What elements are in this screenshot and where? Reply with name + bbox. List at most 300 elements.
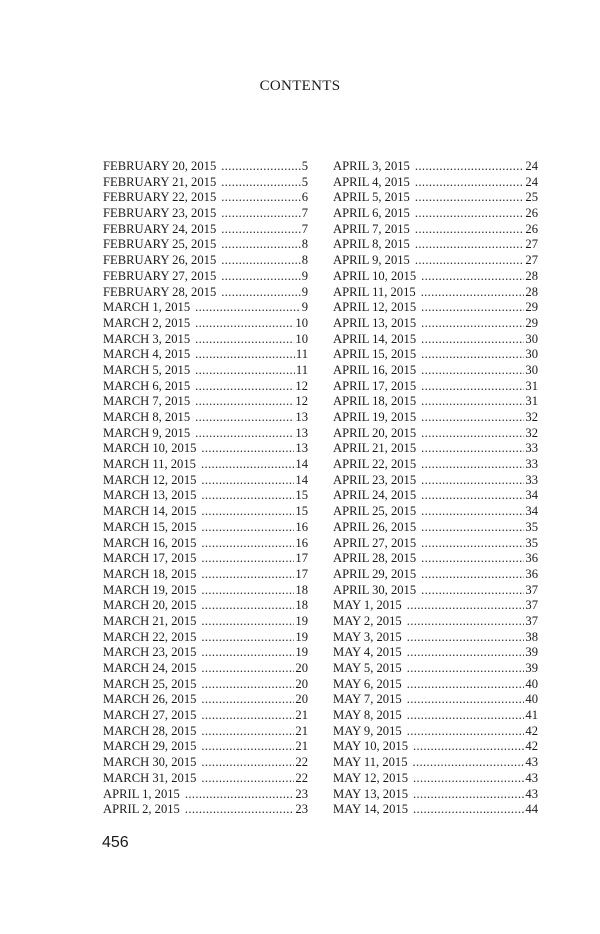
dot-leader: [407, 598, 525, 614]
dot-leader: [201, 677, 294, 693]
toc-entry-date: FEBRUARY 28, 2015: [103, 284, 217, 299]
dot-leader: [201, 504, 294, 520]
toc-entry-page: 25: [525, 190, 538, 205]
dot-leader: [421, 394, 524, 410]
toc-entry[interactable]: [103, 661, 308, 677]
toc-entry[interactable]: [333, 190, 538, 206]
toc-entry-page: 8: [301, 237, 308, 252]
toc-entry[interactable]: [103, 692, 308, 708]
toc-entry[interactable]: [333, 739, 538, 755]
dot-leader: [407, 692, 525, 708]
toc-entry-date: FEBRUARY 26, 2015: [103, 253, 217, 268]
toc-entry-date: APRIL 25, 2015: [333, 504, 417, 519]
toc-entry[interactable]: [103, 551, 308, 567]
toc-entry[interactable]: [333, 269, 538, 285]
toc-entry-page: 17: [295, 551, 308, 566]
toc-entry-date: APRIL 15, 2015: [333, 347, 417, 362]
toc-entry-page: 31: [525, 378, 538, 393]
dot-leader: [421, 285, 525, 301]
toc-entry-date: MARCH 26, 2015: [103, 692, 197, 707]
dot-leader: [195, 379, 294, 395]
toc-entry-date: MARCH 16, 2015: [103, 535, 197, 550]
toc-entry-page: 40: [525, 692, 538, 707]
dot-leader: [421, 536, 524, 552]
toc-entry[interactable]: [103, 426, 308, 442]
dot-leader: [421, 520, 524, 536]
dot-leader: [201, 520, 294, 536]
dot-leader: [415, 159, 525, 175]
toc-entry[interactable]: [333, 771, 538, 787]
toc-entry-page: 29: [525, 315, 538, 330]
toc-entry-page: 18: [295, 598, 308, 613]
toc-entry[interactable]: [103, 802, 308, 818]
toc-entry-page: 14: [295, 472, 308, 487]
toc-entry-date: APRIL 1, 2015: [103, 786, 180, 801]
toc-entry-date: APRIL 26, 2015: [333, 519, 417, 534]
toc-entry-page: 27: [525, 237, 538, 252]
dot-leader: [415, 190, 525, 206]
toc-entry[interactable]: [103, 300, 308, 316]
dot-leader: [221, 190, 300, 206]
toc-entry-page: 19: [295, 629, 308, 644]
toc-entry[interactable]: [103, 175, 308, 191]
toc-entry[interactable]: [333, 567, 538, 583]
toc-entry-page: 37: [525, 582, 538, 597]
page-number: 456: [102, 834, 129, 851]
toc-entry[interactable]: [333, 755, 538, 771]
toc-entry-date: MARCH 2, 2015: [103, 315, 191, 330]
toc-entry-page: 20: [295, 692, 308, 707]
toc-entry-page: 34: [525, 504, 538, 519]
toc-entry[interactable]: [333, 802, 538, 818]
toc-entry-page: 41: [525, 708, 538, 723]
toc-entry-date: APRIL 9, 2015: [333, 253, 410, 268]
toc-entry-date: FEBRUARY 23, 2015: [103, 206, 217, 221]
toc-entry-date: APRIL 6, 2015: [333, 206, 410, 221]
dot-leader: [201, 567, 294, 583]
toc-entry-date: MARCH 21, 2015: [103, 613, 197, 628]
toc-entry[interactable]: [333, 520, 538, 536]
dot-leader: [415, 175, 525, 191]
toc-entry-page: 33: [525, 457, 538, 472]
toc-entry[interactable]: [103, 332, 308, 348]
toc-entry-page: 28: [525, 268, 538, 283]
toc-entry-date: MAY 11, 2015: [333, 755, 408, 770]
toc-entry-page: 8: [301, 253, 308, 268]
toc-entry[interactable]: [333, 316, 538, 332]
toc-entry[interactable]: [103, 363, 308, 379]
toc-entry-page: 22: [295, 755, 308, 770]
dot-leader: [195, 316, 294, 332]
toc-entry[interactable]: [103, 708, 308, 724]
toc-entry[interactable]: [103, 316, 308, 332]
toc-entry[interactable]: [333, 551, 538, 567]
toc-entry-date: MARCH 8, 2015: [103, 410, 191, 424]
toc-entry[interactable]: [103, 190, 308, 206]
toc-entry-page: 6: [301, 190, 308, 205]
toc-entry-date: MARCH 22, 2015: [103, 629, 197, 644]
toc-entry-page: 43: [525, 755, 538, 770]
dot-leader: [421, 410, 524, 426]
toc-entry-page: 39: [525, 661, 538, 675]
toc-entry[interactable]: [333, 583, 538, 599]
dot-leader: [415, 253, 525, 269]
dot-leader: [185, 787, 295, 803]
toc-entry[interactable]: [333, 222, 538, 238]
toc-entry[interactable]: [333, 441, 538, 457]
toc-entry[interactable]: [333, 598, 538, 614]
toc-entry-page: 5: [301, 174, 308, 189]
toc-entry[interactable]: [103, 739, 308, 755]
toc-entry-page: 26: [525, 221, 538, 236]
toc-entry-date: MAY 10, 2015: [333, 739, 408, 754]
dot-leader: [195, 410, 294, 426]
toc-entry[interactable]: [103, 379, 308, 395]
toc-entry[interactable]: [333, 504, 538, 520]
toc-entry-date: FEBRUARY 20, 2015: [103, 159, 217, 173]
toc-entry-page: 23: [295, 802, 308, 817]
toc-entry[interactable]: [333, 253, 538, 269]
toc-entry-page: 5: [301, 159, 308, 173]
dot-leader: [201, 645, 294, 661]
toc-entry-date: MARCH 5, 2015: [103, 362, 191, 377]
toc-entry[interactable]: [103, 724, 308, 740]
dot-leader: [415, 206, 525, 222]
dot-leader: [421, 504, 524, 520]
toc-entry[interactable]: [333, 332, 538, 348]
toc-entry-page: 37: [525, 613, 538, 628]
toc-entry-page: 26: [525, 206, 538, 221]
toc-entry-page: 13: [295, 425, 308, 440]
toc-entry-date: FEBRUARY 21, 2015: [103, 174, 217, 189]
toc-entry[interactable]: [333, 661, 538, 677]
toc-entry-page: 12: [295, 378, 308, 393]
toc-entry-date: MARCH 20, 2015: [103, 598, 197, 613]
toc-entry-date: MARCH 13, 2015: [103, 488, 197, 503]
toc-entry-page: 18: [295, 582, 308, 597]
toc-entry-page: 35: [525, 519, 538, 534]
dot-leader: [221, 285, 300, 301]
toc-entry[interactable]: [333, 285, 538, 301]
toc-entry-date: MARCH 28, 2015: [103, 723, 197, 738]
toc-entry-date: APRIL 23, 2015: [333, 472, 417, 487]
dot-leader: [413, 755, 525, 771]
toc-entry-page: 17: [295, 566, 308, 581]
toc-entry[interactable]: [333, 410, 538, 426]
toc-entry-page: 36: [525, 566, 538, 581]
toc-entry-page: 9: [301, 284, 308, 299]
toc-entry[interactable]: [103, 237, 308, 253]
toc-entry[interactable]: [103, 520, 308, 536]
toc-entry[interactable]: [333, 645, 538, 661]
toc-entry-page: 9: [301, 300, 308, 315]
toc-entry-page: 21: [295, 708, 308, 723]
toc-entry[interactable]: [103, 394, 308, 410]
toc-entry-date: MARCH 27, 2015: [103, 708, 197, 723]
toc-entry-date: MARCH 6, 2015: [103, 378, 191, 393]
dot-leader: [407, 708, 525, 724]
toc-entry-date: APRIL 21, 2015: [333, 441, 417, 456]
toc-entry-date: APRIL 22, 2015: [333, 457, 417, 472]
dot-leader: [195, 426, 294, 442]
dot-leader: [221, 237, 300, 253]
toc-entry-page: 34: [525, 488, 538, 503]
dot-leader: [201, 692, 294, 708]
toc-entry[interactable]: [103, 269, 308, 285]
dot-leader: [201, 724, 294, 740]
toc-entry-page: 7: [301, 206, 308, 221]
toc-entry-date: MAY 12, 2015: [333, 770, 408, 785]
dot-leader: [421, 300, 524, 316]
toc-entry-date: APRIL 7, 2015: [333, 221, 410, 236]
dot-leader: [407, 724, 525, 740]
dot-leader: [201, 739, 294, 755]
dot-leader: [415, 237, 525, 253]
dot-leader: [201, 583, 294, 599]
toc-entry-page: 43: [525, 770, 538, 785]
toc-entry-date: MARCH 29, 2015: [103, 739, 197, 754]
toc-entry[interactable]: [333, 692, 538, 708]
toc-entry[interactable]: [103, 159, 308, 175]
dot-leader: [221, 253, 300, 269]
toc-entry-page: 30: [525, 362, 538, 377]
toc-entry-page: 15: [295, 488, 308, 503]
toc-entry-date: MAY 7, 2015: [333, 692, 402, 707]
dot-leader: [201, 755, 294, 771]
dot-leader: [201, 457, 294, 473]
toc-entry-page: 10: [295, 331, 308, 346]
toc-entry-page: 14: [295, 457, 308, 472]
toc-entry-date: MARCH 11, 2015: [103, 457, 196, 472]
dot-leader: [421, 457, 524, 473]
toc-entry-date: APRIL 14, 2015: [333, 331, 417, 346]
toc-entry-date: MAY 4, 2015: [333, 645, 402, 660]
toc-entry[interactable]: [103, 441, 308, 457]
toc-entry-page: 19: [295, 613, 308, 628]
toc-entry-date: FEBRUARY 24, 2015: [103, 221, 217, 236]
toc-entry-page: 29: [525, 300, 538, 315]
toc-entry-date: MAY 6, 2015: [333, 676, 402, 691]
toc-entry-date: FEBRUARY 22, 2015: [103, 190, 217, 205]
dot-leader: [201, 630, 294, 646]
toc-entry-date: MAY 14, 2015: [333, 802, 408, 817]
toc-entry-page: 42: [525, 723, 538, 738]
toc-entry[interactable]: [333, 787, 538, 803]
toc-entry-date: APRIL 29, 2015: [333, 566, 417, 581]
toc-entry-page: 15: [295, 504, 308, 519]
toc-entry-date: MAY 5, 2015: [333, 661, 402, 675]
toc-entry-date: MARCH 17, 2015: [103, 551, 197, 566]
toc-entry-page: 16: [295, 535, 308, 550]
toc-entry-date: APRIL 30, 2015: [333, 582, 417, 597]
toc-entry-page: 21: [295, 723, 308, 738]
toc-entry[interactable]: [103, 614, 308, 630]
toc-entry-page: 20: [295, 676, 308, 691]
toc-entry[interactable]: [103, 787, 308, 803]
toc-entry[interactable]: [333, 473, 538, 489]
dot-leader: [421, 473, 524, 489]
toc-entry[interactable]: [103, 253, 308, 269]
toc-entry-page: 24: [525, 174, 538, 189]
toc-entry-date: APRIL 12, 2015: [333, 300, 417, 315]
dot-leader: [421, 269, 524, 285]
dot-leader: [421, 426, 524, 442]
toc-entry-date: APRIL 16, 2015: [333, 362, 417, 377]
dot-leader: [221, 222, 300, 238]
toc-entry[interactable]: [103, 677, 308, 693]
toc-entry-page: 37: [525, 598, 538, 613]
toc-entry-page: 13: [295, 410, 308, 424]
toc-entry[interactable]: [103, 567, 308, 583]
toc-entry-page: 38: [525, 629, 538, 644]
toc-entry-page: 30: [525, 331, 538, 346]
toc-entry-date: MAY 13, 2015: [333, 786, 408, 801]
dot-leader: [221, 206, 300, 222]
toc-entry-page: 30: [525, 347, 538, 362]
toc-entry-page: 39: [525, 645, 538, 660]
toc-entry[interactable]: [103, 457, 308, 473]
toc-entry-page: 16: [295, 519, 308, 534]
toc-entry-page: 35: [525, 535, 538, 550]
toc-entry-date: FEBRUARY 25, 2015: [103, 237, 217, 252]
toc-entry-date: APRIL 24, 2015: [333, 488, 417, 503]
toc-entry-date: APRIL 18, 2015: [333, 394, 417, 409]
dot-leader: [421, 379, 524, 395]
toc-entry[interactable]: [103, 630, 308, 646]
dot-leader: [195, 300, 301, 316]
toc-entry[interactable]: [333, 488, 538, 504]
toc-entry[interactable]: [333, 394, 538, 410]
dot-leader: [201, 441, 294, 457]
toc-entry[interactable]: [103, 410, 308, 426]
toc-entry[interactable]: [103, 771, 308, 787]
toc-column-right: [333, 159, 538, 818]
dot-leader: [201, 708, 294, 724]
dot-leader: [201, 771, 294, 787]
toc-entry[interactable]: [333, 347, 538, 363]
dot-leader: [413, 802, 524, 818]
toc-entry[interactable]: [333, 724, 538, 740]
toc-entry[interactable]: [103, 347, 308, 363]
dot-leader: [407, 614, 525, 630]
toc-entry[interactable]: [333, 708, 538, 724]
toc-entry[interactable]: [103, 285, 308, 301]
dot-leader: [421, 363, 524, 379]
toc-entry[interactable]: [103, 583, 308, 599]
dot-leader: [413, 771, 524, 787]
dot-leader: [421, 583, 524, 599]
toc-entry-date: MARCH 31, 2015: [103, 770, 197, 785]
dot-leader: [195, 363, 295, 379]
toc-entry-page: 20: [295, 661, 308, 675]
toc-entry-page: 44: [525, 802, 538, 817]
toc-entry[interactable]: [103, 222, 308, 238]
toc-entry-page: 32: [525, 425, 538, 440]
toc-entry-page: 31: [525, 394, 538, 409]
toc-entry-date: APRIL 3, 2015: [333, 159, 410, 173]
toc-entry[interactable]: [103, 206, 308, 222]
dot-leader: [201, 473, 294, 489]
toc-entry-page: 32: [525, 410, 538, 424]
toc-entry-page: 10: [295, 315, 308, 330]
toc-entry[interactable]: [103, 536, 308, 552]
toc-entry-page: 43: [525, 786, 538, 801]
toc-entry[interactable]: [333, 159, 538, 175]
toc-column-left: [103, 159, 308, 818]
toc-entry-date: FEBRUARY 27, 2015: [103, 268, 217, 283]
toc-entry-date: MAY 2, 2015: [333, 613, 402, 628]
toc-entry-page: 28: [525, 284, 538, 299]
dot-leader: [415, 222, 525, 238]
toc-entry-date: MARCH 23, 2015: [103, 645, 197, 660]
toc-entry[interactable]: [103, 645, 308, 661]
toc-entry-date: MARCH 9, 2015: [103, 425, 191, 440]
dot-leader: [421, 347, 524, 363]
toc-entry-page: 11: [295, 362, 308, 377]
toc-entry[interactable]: [333, 363, 538, 379]
toc-entry-date: MAY 1, 2015: [333, 598, 402, 613]
toc-entry-date: MARCH 10, 2015: [103, 441, 197, 456]
toc-entry[interactable]: [333, 379, 538, 395]
dot-leader: [421, 332, 524, 348]
toc-entry[interactable]: [333, 677, 538, 693]
toc-entry-page: 33: [525, 472, 538, 487]
toc-entry-page: 12: [295, 394, 308, 409]
toc-entry-page: 9: [301, 268, 308, 283]
toc-entry[interactable]: [103, 598, 308, 614]
page-title: CONTENTS: [259, 78, 341, 94]
toc-entry-page: 27: [525, 253, 538, 268]
toc-entry[interactable]: [103, 473, 308, 489]
dot-leader: [195, 332, 294, 348]
dot-leader: [407, 661, 525, 677]
dot-leader: [221, 175, 300, 191]
toc-entry-date: APRIL 2, 2015: [103, 802, 180, 817]
toc-entry[interactable]: [333, 536, 538, 552]
dot-leader: [421, 488, 524, 504]
toc-entry[interactable]: [333, 630, 538, 646]
dot-leader: [413, 787, 524, 803]
toc-entry[interactable]: [333, 175, 538, 191]
toc-entry-date: MARCH 18, 2015: [103, 566, 197, 581]
toc-entry-page: 13: [295, 441, 308, 456]
dot-leader: [407, 630, 525, 646]
dot-leader: [407, 677, 525, 693]
toc-entry-page: 19: [295, 645, 308, 660]
toc-entry-page: 11: [295, 347, 308, 362]
toc-entry[interactable]: [103, 504, 308, 520]
dot-leader: [201, 598, 294, 614]
toc-entry[interactable]: [333, 457, 538, 473]
toc-entry[interactable]: [333, 237, 538, 253]
toc-entry[interactable]: [333, 206, 538, 222]
dot-leader: [201, 551, 294, 567]
toc-entry[interactable]: [103, 488, 308, 504]
toc-entry[interactable]: [103, 755, 308, 771]
toc-entry[interactable]: [333, 614, 538, 630]
toc-entry[interactable]: [333, 300, 538, 316]
toc-entry-page: 24: [525, 159, 538, 173]
dot-leader: [185, 802, 295, 818]
dot-leader: [421, 551, 524, 567]
toc-entry-page: 36: [525, 551, 538, 566]
toc-entry-date: APRIL 20, 2015: [333, 425, 417, 440]
toc-entry-date: MARCH 12, 2015: [103, 472, 197, 487]
toc-entry-date: APRIL 17, 2015: [333, 378, 417, 393]
toc-entry[interactable]: [333, 426, 538, 442]
dot-leader: [413, 739, 524, 755]
dot-leader: [221, 269, 300, 285]
